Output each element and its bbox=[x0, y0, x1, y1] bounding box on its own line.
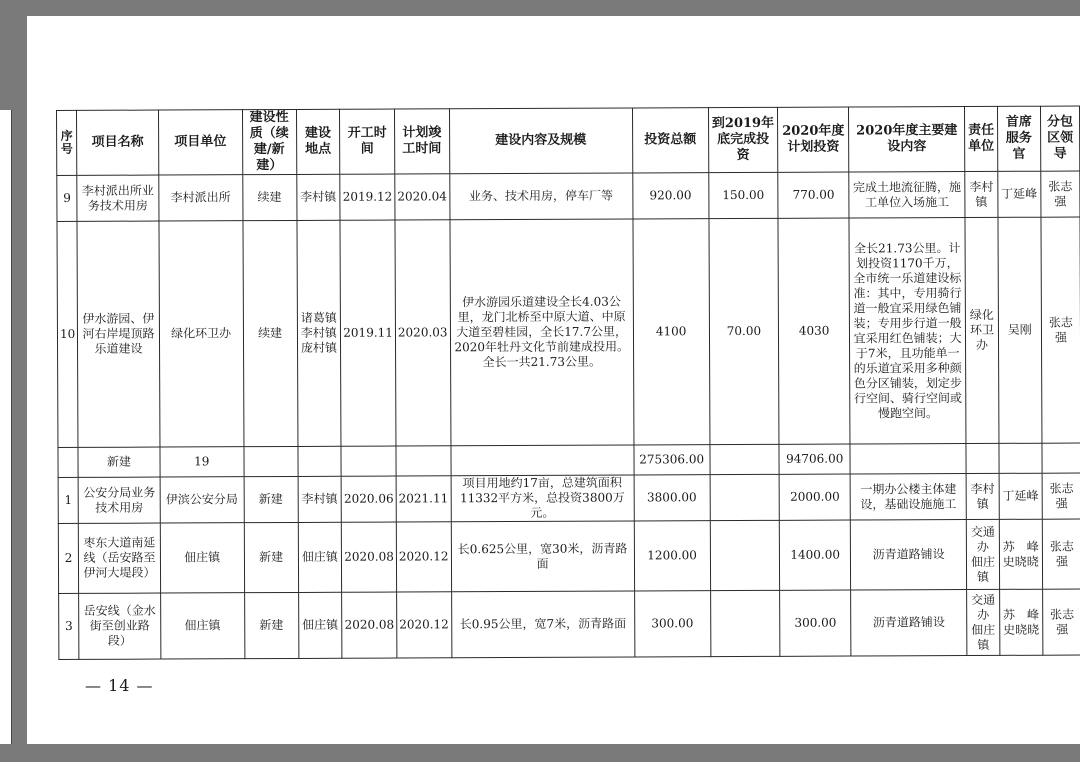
header-leader: 分包区领导 bbox=[1040, 106, 1079, 171]
cell-start: 2019.12 bbox=[340, 174, 395, 220]
cell-plan2020: 1400.00 bbox=[780, 520, 851, 590]
cell-total: 4100 bbox=[633, 219, 710, 445]
header-unit: 项目单位 bbox=[158, 110, 242, 175]
header-name: 项目名称 bbox=[77, 110, 159, 175]
header-start: 开工时间 bbox=[340, 109, 395, 174]
cell-location: 诸葛镇 李村镇 庞村镇 bbox=[297, 220, 342, 446]
cell-officer: 丁延峰 bbox=[997, 171, 1040, 217]
header-row bbox=[57, 106, 1080, 175]
page-number: — 14 — bbox=[85, 676, 154, 695]
cell-content: 伊水游园乐道建设全长4.03公里，龙门北桥至中原大道、中原大道至碧桂园，全长17.7公里，2020年牡丹文化节前建成投用。全长一共21.73公里。 bbox=[450, 219, 634, 446]
cell-done2019: 70.00 bbox=[708, 218, 779, 444]
subtotal-total: 275306.00 bbox=[634, 445, 710, 475]
cell-done2019 bbox=[710, 474, 780, 520]
subtotal-count: 19 bbox=[160, 447, 244, 477]
cell-plan2020: 300.00 bbox=[780, 590, 851, 656]
cell-location: 佃庄镇 bbox=[298, 592, 342, 658]
cell-unit: 伊滨公安分局 bbox=[160, 477, 244, 523]
cell-resp: 李村镇 bbox=[965, 171, 997, 217]
cell-officer: 苏 峰 史晓晓 bbox=[999, 589, 1043, 655]
cell-start: 2020.06 bbox=[341, 476, 396, 522]
project-table bbox=[56, 106, 1080, 660]
cell-main2020: 一期办公楼主体建设，基础设施施工 bbox=[850, 474, 967, 521]
cell-leader: 张志强 bbox=[1041, 217, 1080, 443]
subtotal-label: 新建 bbox=[78, 447, 160, 477]
document-page bbox=[27, 16, 1080, 744]
cell-location: 李村镇 bbox=[296, 174, 340, 220]
cell-plan2020: 4030 bbox=[778, 218, 850, 444]
cell-total: 920.00 bbox=[633, 173, 709, 219]
header-finish: 计划竣工时间 bbox=[394, 109, 449, 174]
previous-page-edge bbox=[0, 110, 12, 744]
cell-seq: 9 bbox=[57, 175, 77, 221]
header-done2019: 到2019年底完成投资 bbox=[708, 107, 778, 172]
table-row bbox=[58, 473, 1080, 523]
cell-finish: 2020.12 bbox=[396, 522, 451, 592]
cell-total: 3800.00 bbox=[634, 475, 710, 521]
cell-officer: 丁延峰 bbox=[999, 473, 1042, 519]
cell-name: 李村派出所业务技术用房 bbox=[77, 175, 159, 221]
cell-name: 枣东大道南延线（岳安路至伊河大堤段） bbox=[79, 523, 161, 593]
table-row bbox=[57, 217, 1080, 447]
cell-location: 佃庄镇 bbox=[298, 522, 342, 592]
cell-finish: 2020.03 bbox=[395, 220, 451, 446]
cell-main2020: 全长21.73公里。计划投资1170千万，全市统一乐道建设标准：其中，专用骑行道一般宜采用绿色铺装；专用步行道一般宜采用红色铺装；大于7米，且功能单一的乐道宜采用多种颜色分区铺装，划定步行空间、骑行空间或慢跑空间。 bbox=[849, 218, 966, 445]
cell-name: 公安分局业务技术用房 bbox=[78, 477, 160, 523]
cell-unit: 李村派出所 bbox=[159, 175, 243, 221]
header-plan2020: 2020年度计划投资 bbox=[778, 107, 849, 172]
cell-nature: 续建 bbox=[243, 220, 298, 446]
cell-done2019 bbox=[710, 590, 780, 656]
header-nature: 建设性质（续建/新建） bbox=[242, 109, 296, 174]
cell-location: 李村镇 bbox=[298, 476, 342, 522]
cell-officer: 苏 峰 史晓晓 bbox=[999, 519, 1043, 589]
cell-start: 2020.08 bbox=[342, 592, 397, 658]
cell-content: 业务、技术用房，停车厂等 bbox=[449, 173, 632, 220]
cell-unit: 绿化环卫办 bbox=[159, 221, 244, 447]
cell-seq: 2 bbox=[58, 523, 79, 593]
header-total: 投资总额 bbox=[632, 108, 708, 173]
cell-total: 300.00 bbox=[634, 591, 710, 657]
cell-seq: 10 bbox=[57, 221, 78, 447]
cell-content: 项目用地约17亩，总建筑面积11332平方米，总投资3800万元。 bbox=[451, 475, 634, 522]
cell-content: 长0.95公里，宽7米，沥青路面 bbox=[451, 591, 635, 658]
cell-finish: 2021.11 bbox=[396, 476, 451, 522]
cell-finish: 2020.12 bbox=[397, 592, 452, 658]
header-officer: 首席服务官 bbox=[997, 106, 1041, 171]
cell-main2020: 沥青道路铺设 bbox=[851, 590, 968, 657]
header-resp: 责任单位 bbox=[965, 106, 998, 171]
cell-nature: 新建 bbox=[244, 592, 298, 658]
cell-start: 2020.08 bbox=[342, 522, 397, 592]
header-location: 建设地点 bbox=[296, 109, 340, 174]
cell-finish: 2020.04 bbox=[395, 174, 450, 220]
cell-done2019 bbox=[710, 520, 780, 590]
cell-leader: 张志强 bbox=[1041, 171, 1080, 217]
cell-plan2020: 2000.00 bbox=[779, 474, 850, 520]
cell-start: 2019.11 bbox=[340, 220, 396, 446]
cell-plan2020: 770.00 bbox=[778, 172, 849, 218]
cell-nature: 续建 bbox=[242, 174, 296, 220]
subtotal-row bbox=[58, 443, 1080, 477]
cell-total: 1200.00 bbox=[634, 521, 710, 591]
cell-done2019: 150.00 bbox=[708, 172, 778, 218]
cell-resp: 李村镇 bbox=[966, 473, 998, 519]
subtotal-plan2020: 94706.00 bbox=[779, 444, 850, 474]
cell-seq: 1 bbox=[58, 477, 78, 523]
cell-resp: 交通办 佃庄镇 bbox=[967, 519, 1000, 589]
cell-leader: 张志强 bbox=[1042, 473, 1080, 519]
cell-unit: 佃庄镇 bbox=[160, 523, 244, 593]
cell-nature: 新建 bbox=[244, 522, 298, 592]
cell-name: 岳安线（金水街至创业路段） bbox=[79, 593, 161, 659]
cell-content: 长0.625公里，宽30米，沥青路面 bbox=[451, 521, 635, 592]
cell-name: 伊水游园、伊河右岸堤顶路乐道建设 bbox=[77, 221, 159, 447]
cell-seq: 3 bbox=[59, 593, 80, 659]
header-content: 建设内容及规模 bbox=[449, 108, 633, 174]
table-row bbox=[57, 171, 1080, 221]
cell-main2020: 沥青道路铺设 bbox=[850, 520, 967, 591]
cell-resp: 交通办 佃庄镇 bbox=[967, 589, 1000, 655]
table-row bbox=[59, 589, 1080, 659]
cell-leader: 张志强 bbox=[1043, 589, 1080, 655]
cell-resp: 绿化环卫办 bbox=[965, 217, 998, 443]
header-main2020: 2020年度主要建设内容 bbox=[848, 107, 965, 173]
table-row bbox=[58, 519, 1080, 593]
cell-leader: 张志强 bbox=[1042, 519, 1080, 589]
cell-officer: 吴刚 bbox=[998, 217, 1042, 443]
header-seq: 序号 bbox=[57, 110, 78, 175]
cell-unit: 佃庄镇 bbox=[160, 593, 244, 659]
cell-nature: 新建 bbox=[244, 476, 298, 522]
cell-main2020: 完成土地流征腾，施工单位入场施工 bbox=[849, 172, 966, 219]
